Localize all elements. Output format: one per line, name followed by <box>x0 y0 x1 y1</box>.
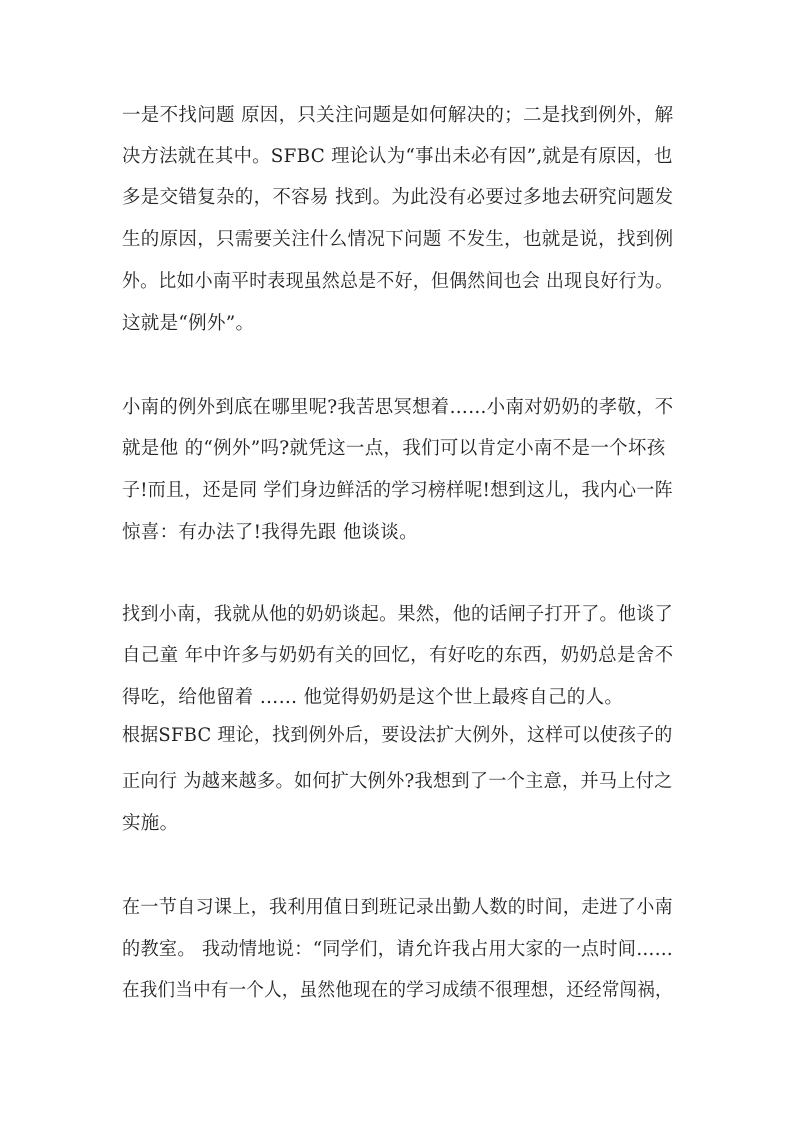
text-line: 自己童 年中许多与奶奶有关的回忆，有好吃的东西，奶奶总是舍不 <box>122 645 674 666</box>
text-line: 得吃，给他留着 …… 他觉得奶奶是这个世上最疼自己的人。 <box>122 687 624 708</box>
text-line: 根据SFBC 理论，找到例外后，要设法扩大例外，这样可以使孩子的 <box>122 725 673 746</box>
text-line: 子!而且，还是同 学们身边鲜活的学习榜样呢!想到这儿，我内心一阵 <box>122 480 673 501</box>
text-line: 生的原因，只需要关注什么情况下问题 不发生，也就是说，找到例 <box>122 229 674 250</box>
text-line: 这就是“例外”。 <box>122 313 255 334</box>
text-line: 在一节自习课上，我利用值日到班记录出勤人数的时间，走进了小南 <box>122 897 674 918</box>
text-line: 正向行 为越来越多。如何扩大例外?我想到了一个主意，并马上付之 <box>122 771 673 792</box>
text-line: 一是不找问题 原因，只关注问题是如何解决的；二是找到例外，解 <box>122 105 674 126</box>
text-line: 的教室。 我动情地说：“同学们，请允许我占用大家的一点时间…… <box>122 939 674 960</box>
text-line: 就是他 的“例外”吗?就凭这一点，我们可以肯定小南不是一个坏孩 <box>122 438 666 459</box>
text-line: 在我们当中有一个人，虽然他现在的学习成绩不很理想，还经常闯祸， <box>122 980 673 1001</box>
text-line: 多是交错复杂的，不容易 找到。为此没有必要过多地去研究问题发 <box>122 187 674 208</box>
text-line: 决方法就在其中。SFBC 理论认为“事出未必有因”,就是有原因，也 <box>122 146 673 167</box>
text-line: 外。比如小南平时表现虽然总是不好，但偶然间也会 出现良好行为。 <box>122 271 674 292</box>
text-line: 小南的例外到底在哪里呢?我苦思冥想着……小南对奶奶的孝敬，不 <box>122 397 674 418</box>
text-line: 找到小南，我就从他的奶奶谈起。果然，他的话闸子打开了。他谈了 <box>122 604 674 625</box>
text-line: 实施。 <box>122 813 179 834</box>
text-line: 惊喜：有办法了!我得先跟 他谈谈。 <box>122 522 418 543</box>
